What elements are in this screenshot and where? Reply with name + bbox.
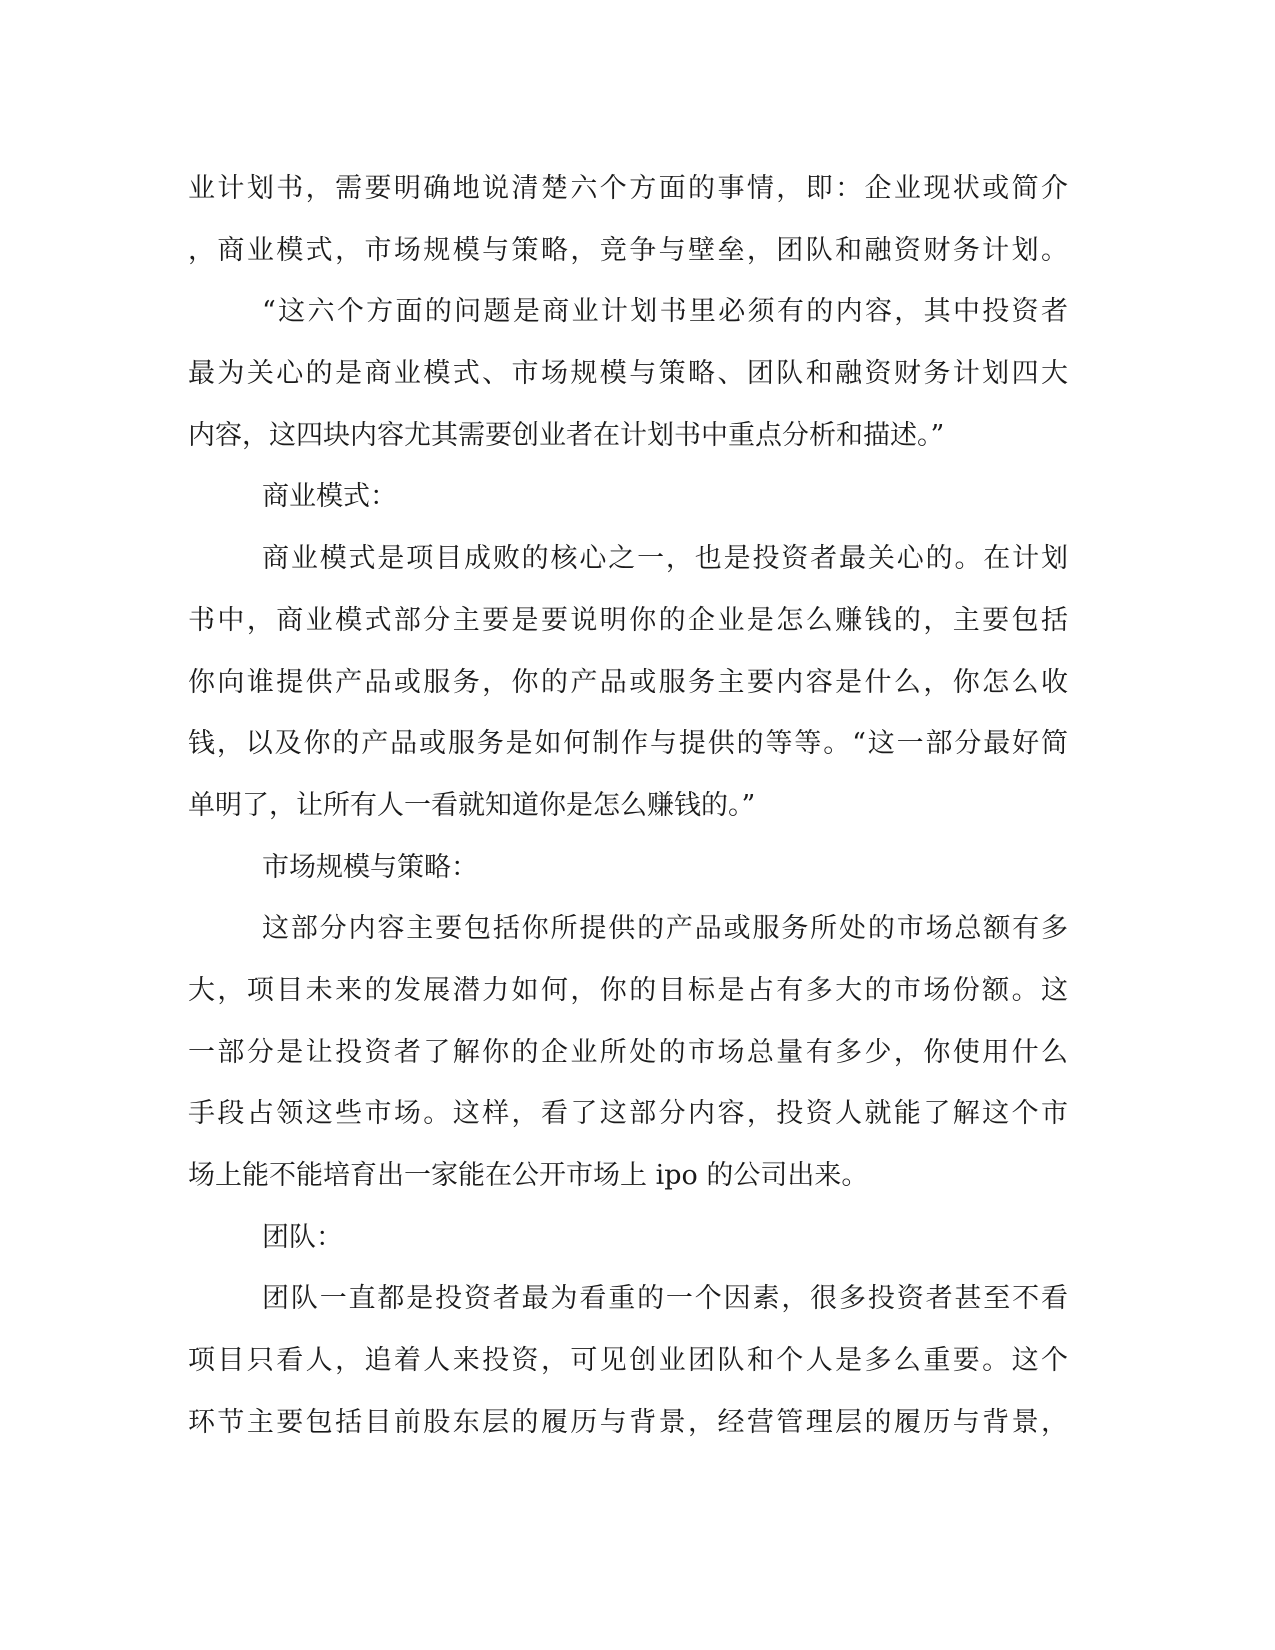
section-heading-market: 市场规模与策略： bbox=[262, 851, 478, 883]
paragraph-line: 大，项目未来的发展潜力如何，你的目标是占有多大的市场份额。这 bbox=[188, 974, 1068, 1006]
paragraph-line: 场上能不能培育出一家能在公开市场上 ipo 的公司出来。 bbox=[188, 1160, 869, 1191]
paragraph-line: 书中，商业模式部分主要是要说明你的企业是怎么赚钱的，主要包括 bbox=[188, 604, 1068, 636]
paragraph-line: 钱，以及你的产品或服务是如何制作与提供的等等。“这一部分最好简 bbox=[188, 728, 1068, 760]
paragraph-line: “这六个方面的问题是商业计划书里必须有的内容，其中投资者 bbox=[262, 296, 1068, 328]
paragraph-line: 商业模式是项目成败的核心之一，也是投资者最关心的。在计划 bbox=[262, 543, 1068, 575]
paragraph-line: 手段占领这些市场。这样，看了这部分内容，投资人就能了解这个市 bbox=[188, 1098, 1068, 1130]
section-heading-team: 团队： bbox=[262, 1221, 343, 1253]
paragraph-line: 内容，这四块内容尤其需要创业者在计划书中重点分析和描述。” bbox=[188, 419, 945, 451]
paragraph-line: 环节主要包括目前股东层的履历与背景，经营管理层的履历与背景， bbox=[188, 1406, 1068, 1438]
paragraph-line: 最为关心的是商业模式、市场规模与策略、团队和融资财务计划四大 bbox=[188, 358, 1068, 390]
paragraph-line: 单明了，让所有人一看就知道你是怎么赚钱的。” bbox=[188, 789, 756, 821]
paragraph-line: 业计划书，需要明确地说清楚六个方面的事情，即：企业现状或简介 bbox=[188, 173, 1068, 204]
document-body bbox=[188, 158, 1068, 1453]
paragraph-line: 这部分内容主要包括你所提供的产品或服务所处的市场总额有多 bbox=[262, 913, 1068, 945]
paragraph-line: 团队一直都是投资者最为看重的一个因素，很多投资者甚至不看 bbox=[262, 1283, 1068, 1315]
paragraph-line: 你向谁提供产品或服务，你的产品或服务主要内容是什么，你怎么收 bbox=[188, 666, 1068, 698]
paragraph-line: ，商业模式，市场规模与策略，竞争与壁垒，团队和融资财务计划。 bbox=[188, 234, 1068, 266]
paragraph-line: 一部分是让投资者了解你的企业所处的市场总量有多少，你使用什么 bbox=[188, 1036, 1068, 1068]
section-heading-business-model: 商业模式： bbox=[262, 481, 397, 513]
paragraph-line: 项目只看人，追着人来投资，可见创业团队和个人是多么重要。这个 bbox=[188, 1345, 1068, 1377]
